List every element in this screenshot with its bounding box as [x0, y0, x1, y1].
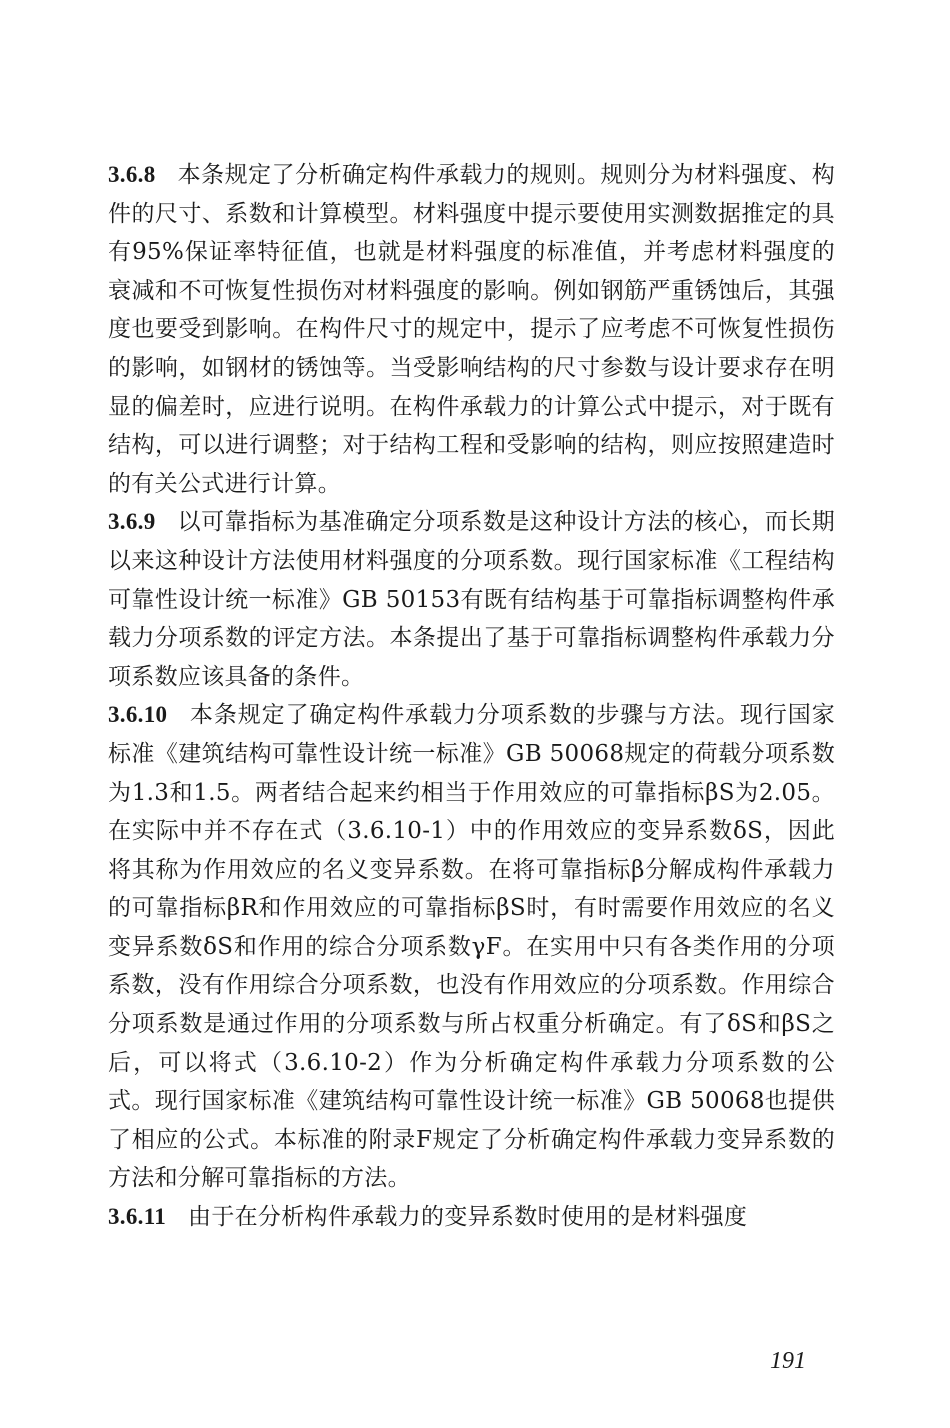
section-number: 3.6.8	[108, 162, 156, 187]
section-3-6-11	[108, 1198, 835, 1237]
section-number: 3.6.11	[108, 1204, 167, 1230]
section-text: 以可靠指标为基准确定分项系数是这种设计方法的核心，而长期以来这种设计方法使用材料强度的分项系数。现行国家标准《工程结构可靠性设计统一标准》GB 50153有既有结构基于可靠指标调整构件承载力分项系数的评定方法。本条提出了基于可靠指标调整构件承载力分项系数应该具备的条件。	[108, 509, 835, 690]
section-text: 本条规定了确定构件承载力分项系数的步骤与方法。现行国家标准《建筑结构可靠性设计统一标准》GB 50068规定的荷载分项系数为1.3和1.5。两者结合起来约相当于作用效应的可靠指标βS为2.05。在实际中并不存在式（3.6.10-1）中的作用效应的变异系数δS，因此将其称为作用效应的名义变异系数。在将可靠指标β分解成构件承载力的可靠指标βR和作用效应的可靠指标βS时，有时需要作用效应的名义变异系数δS和作用的综合分项系数γF。在实用中只有各类作用的分项系数，没有作用综合分项系数，也没有作用效应的分项系数。作用综合分项系数是通过作用的分项系数与所占权重分析确定。有了δS和βS之后，可以将式（3.6.10-2）作为分析确定构件承载力分项系数的公式。现行国家标准《建筑结构可靠性设计统一标准》GB 50068也提供了相应的公式。本标准的附录F规定了分析确定构件承载力变异系数的方法和分解可靠指标的方法。	[108, 702, 835, 1192]
section-3-6-9	[108, 503, 835, 696]
section-number: 3.6.9	[108, 509, 156, 535]
page-number: 191	[770, 1348, 806, 1374]
section-text: 由于在分析构件承载力的变异系数时使用的是材料强度	[188, 1204, 748, 1231]
section-number: 3.6.10	[108, 702, 168, 728]
document-body	[108, 156, 835, 1237]
section-3-6-8	[108, 156, 835, 503]
section-text: 本条规定了分析确定构件承载力的规则。规则分为材料强度、构件的尺寸、系数和计算模型。材料强度中提示要使用实测数据推定的具有95%保证率特征值，也就是材料强度的标准值，并考虑材料强度的衰减和不可恢复性损伤对材料强度的影响。例如钢筋严重锈蚀后，其强度也要受到影响。在构件尺寸的规定中，提示了应考虑不可恢复性损伤的影响，如钢材的锈蚀等。当受影响结构的尺寸参数与设计要求存在明显的偏差时，应进行说明。在构件承载力的计算公式中提示，对于既有结构，可以进行调整；对于结构工程和受影响的结构，则应按照建造时的有关公式进行计算。	[108, 162, 835, 497]
section-3-6-10	[108, 696, 835, 1198]
